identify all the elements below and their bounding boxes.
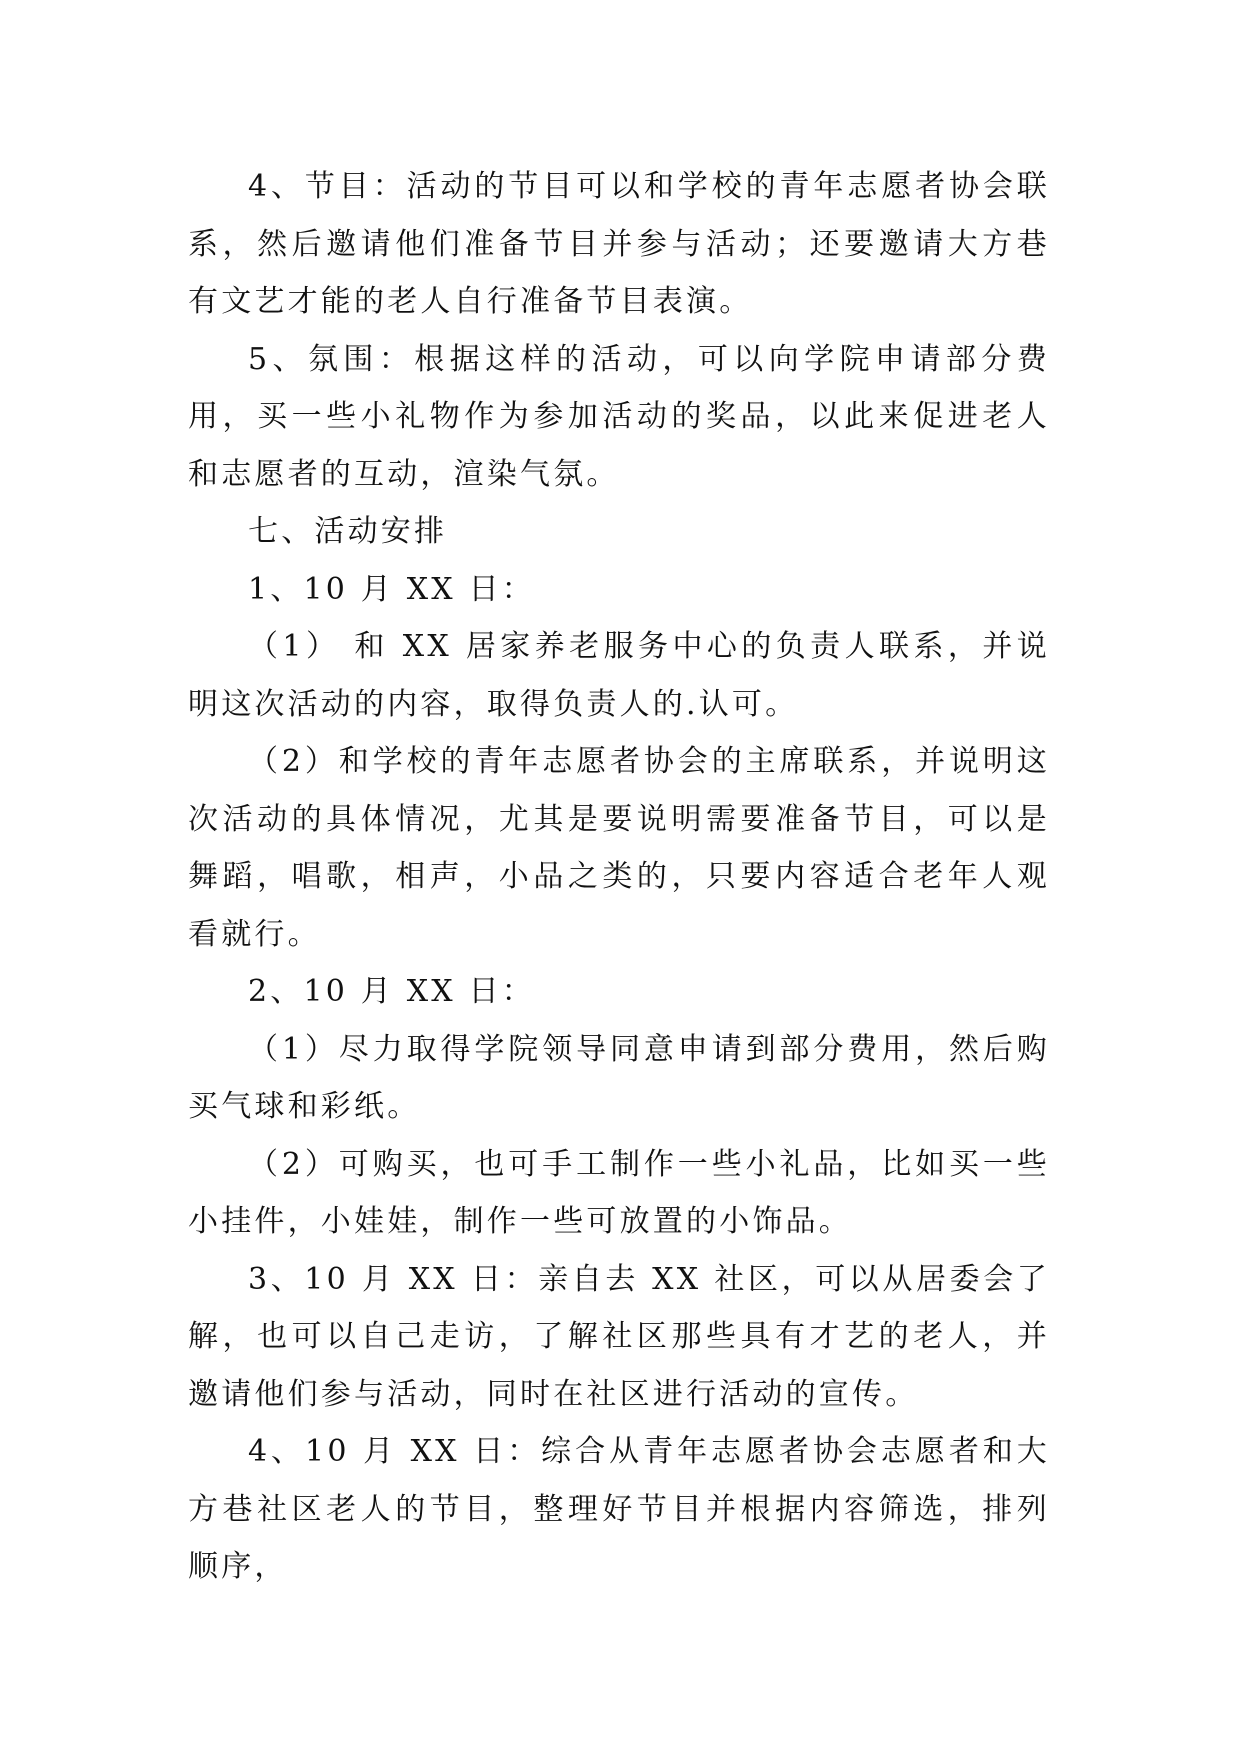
schedule-day-1-item-2: （2）和学校的青年志愿者协会的主席联系，并说明这次活动的具体情况，尤其是要说明需要准备节目，可以是舞蹈，唱歌，相声，小品之类的，只要内容适合老年人观看就行。 xyxy=(188,744,1050,952)
section-heading-schedule: 七、活动安排 xyxy=(248,514,448,549)
schedule-day-1-item-1: （1） 和 XX 居家养老服务中心的负责人联系，并说明这次活动的内容，取得负责人的.认可。 xyxy=(188,629,1050,722)
schedule-day-3: 3、10 月 XX 日：亲自去 XX 社区，可以从居委会了解，也可以自己走访，了解社区那些具有才艺的老人，并邀请他们参与活动，同时在社区进行活动的宣传。 xyxy=(188,1261,1050,1412)
schedule-day-2-heading: 2、10 月 XX 日： xyxy=(248,974,535,1009)
schedule-day-1-heading: 1、10 月 XX 日： xyxy=(248,571,535,607)
schedule-day-2-item-1: （1）尽力取得学院领导同意申请到部分费用，然后购买气球和彩纸。 xyxy=(188,1031,1050,1124)
schedule-day-4: 4、10 月 XX 日：综合从青年志愿者协会志愿者和大方巷社区老人的节目，整理好节目并根据内容筛选，排列顺序， xyxy=(188,1434,1050,1584)
paragraph-program: 4、节目：活动的节目可以和学校的青年志愿者协会联系，然后邀请他们准备节目并参与活动；还要邀请大方巷有文艺才能的老人自行准备节目表演。 xyxy=(188,169,1050,319)
document-body xyxy=(188,158,1050,1596)
paragraph-atmosphere: 5、氛围：根据这样的活动，可以向学院申请部分费用，买一些小礼物作为参加活动的奖品，以此来促进老人和志愿者的互动，渲染气氛。 xyxy=(188,341,1050,492)
schedule-day-2-item-2: （2）可购买，也可手工制作一些小礼品，比如买一些小挂件，小娃娃，制作一些可放置的小饰品。 xyxy=(188,1146,1050,1239)
